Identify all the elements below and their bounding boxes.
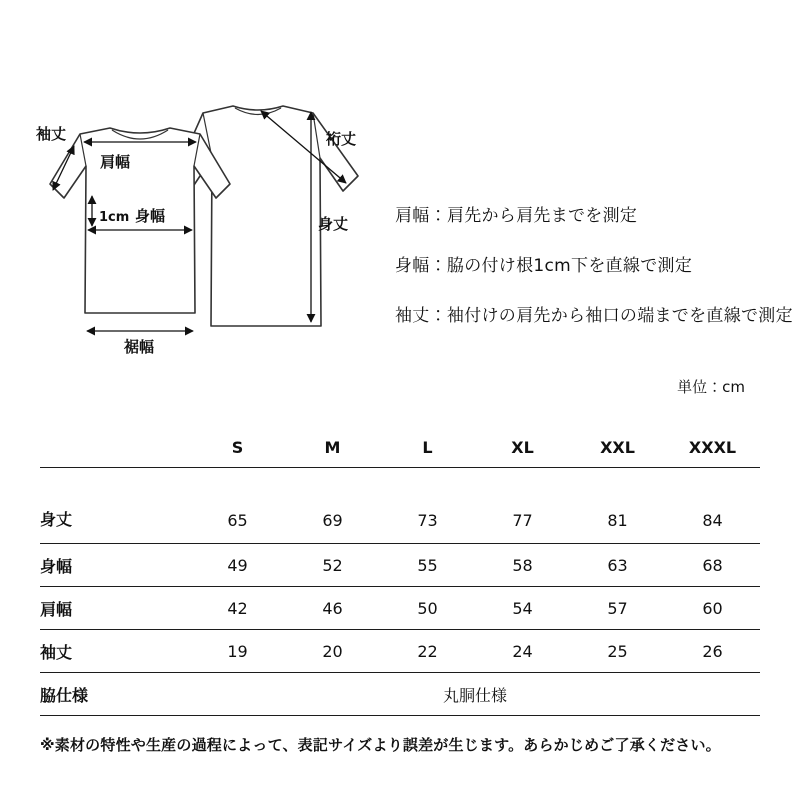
column-header-xxxl: XXXL [688,438,737,457]
column-header-xxl: XXL [600,438,635,457]
size-cell: 57 [607,598,628,618]
unit-label: 単位：cm [677,378,745,396]
table-row-sleeve-length [40,630,760,673]
column-header-l: L [422,438,433,457]
size-cell: 26 [702,641,723,661]
size-cell: 49 [227,555,248,575]
size-cell: 52 [322,555,343,575]
column-header-xl: XL [511,438,534,457]
size-cell: 20 [322,641,343,661]
table-header-row [40,428,760,468]
size-cell: 63 [607,555,628,575]
table-row-body-width [40,544,760,587]
note-shoulder-width: 肩幅：肩先から肩先までを測定 [395,206,638,226]
size-cell: 65 [227,511,248,530]
row-label: 身丈 [40,510,73,529]
size-cell: 60 [702,598,723,618]
side-spec-value: 丸胴仕様 [442,685,507,705]
footer-disclaimer: ※素材の特性や生産の過程によって、表記サイズより誤差が生じます。あらかじめご了承ください。 [40,736,721,754]
size-cell: 46 [322,598,343,618]
row-label: 袖丈 [40,642,73,662]
size-table [40,428,760,716]
sleeve-length-label: 袖丈 [36,125,67,143]
note-sleeve-length: 袖丈：袖付けの肩先から袖口の端までを直線で測定 [395,305,793,326]
column-header-s: S [231,438,244,457]
measurement-notes [395,205,795,355]
row-label: 肩幅 [40,599,73,619]
note-body-width: 身幅：脇の付け根1cm下を直線で測定 [395,255,693,276]
size-cell: 50 [417,598,438,618]
size-cell: 84 [702,511,723,530]
size-cell: 77 [512,511,533,530]
body-length-label: 身丈 [318,215,349,233]
tshirt-diagram-svg [28,88,406,380]
hem-width-label: 裾幅 [124,338,155,356]
yuki-length-label: 裄丈 [326,130,357,148]
body-width-label: 身幅 [135,207,166,225]
size-cell: 19 [227,641,248,661]
size-cell: 73 [417,511,438,530]
row-label: 身幅 [40,556,73,576]
size-cell: 55 [417,555,438,575]
table-row-body-length [40,468,760,544]
size-cell: 42 [227,598,248,618]
size-cell: 58 [512,555,533,575]
size-cell: 25 [607,641,628,661]
size-cell: 54 [512,598,533,618]
size-cell: 69 [322,511,343,530]
one-cm-label: 1cm [99,210,130,225]
tshirt-measurement-diagram [28,88,408,383]
table-row-side-spec [40,673,760,716]
column-header-m: M [324,438,341,457]
size-cell: 68 [702,555,723,575]
shoulder-width-label: 肩幅 [100,153,131,171]
table-row-shoulder-width [40,587,760,630]
row-label: 脇仕様 [40,685,89,705]
size-cell: 81 [607,511,628,530]
size-cell: 24 [512,641,533,661]
size-cell: 22 [417,641,438,661]
